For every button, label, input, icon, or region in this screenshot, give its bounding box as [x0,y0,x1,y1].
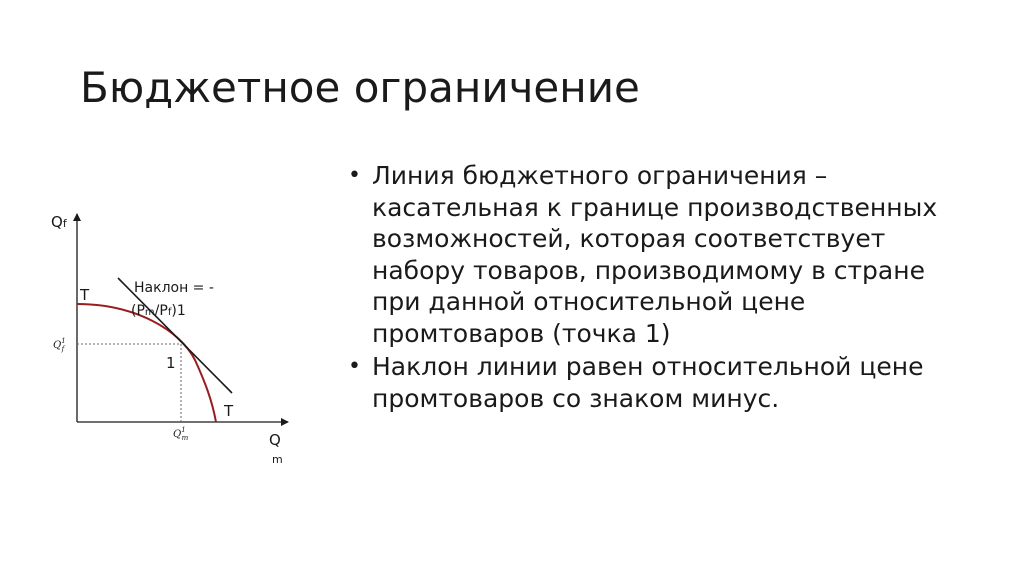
bullet-item [348,160,968,349]
tick-label-x: $Q^1$ m [173,426,189,442]
slide-title: Бюджетное ограничение [80,63,640,112]
y-axis-label: Qf [51,213,67,231]
bullet-item [348,351,968,414]
bullet-dot-icon: • [348,163,361,188]
x-axis-label-sub: m [272,453,283,466]
bullet-text: Наклон линии равен относительной цене промтоваров со знаком минус. [372,352,924,413]
bullet-text: Линия бюджетного ограничения – касательная к границе производственных возможностей, которая соответствует набору товаров, производимому в стране при данной относительной цене промтоваров (точка 1) [372,161,938,348]
ppf-diagram [40,200,310,480]
curve-label-bottom: T [224,402,234,420]
point-label: 1 [166,354,176,372]
tick-label-y: $Q^1$ f [53,337,66,353]
x-axis-label: Q [269,431,281,449]
slope-label-line1: Наклон = - [134,280,214,296]
curve-label-top: T [80,286,90,304]
ppf-curve [77,304,216,422]
slope-label-line2: (Pm/Pf)1 [131,303,186,319]
bullet-dot-icon: • [348,354,361,379]
bullet-list [348,160,968,416]
